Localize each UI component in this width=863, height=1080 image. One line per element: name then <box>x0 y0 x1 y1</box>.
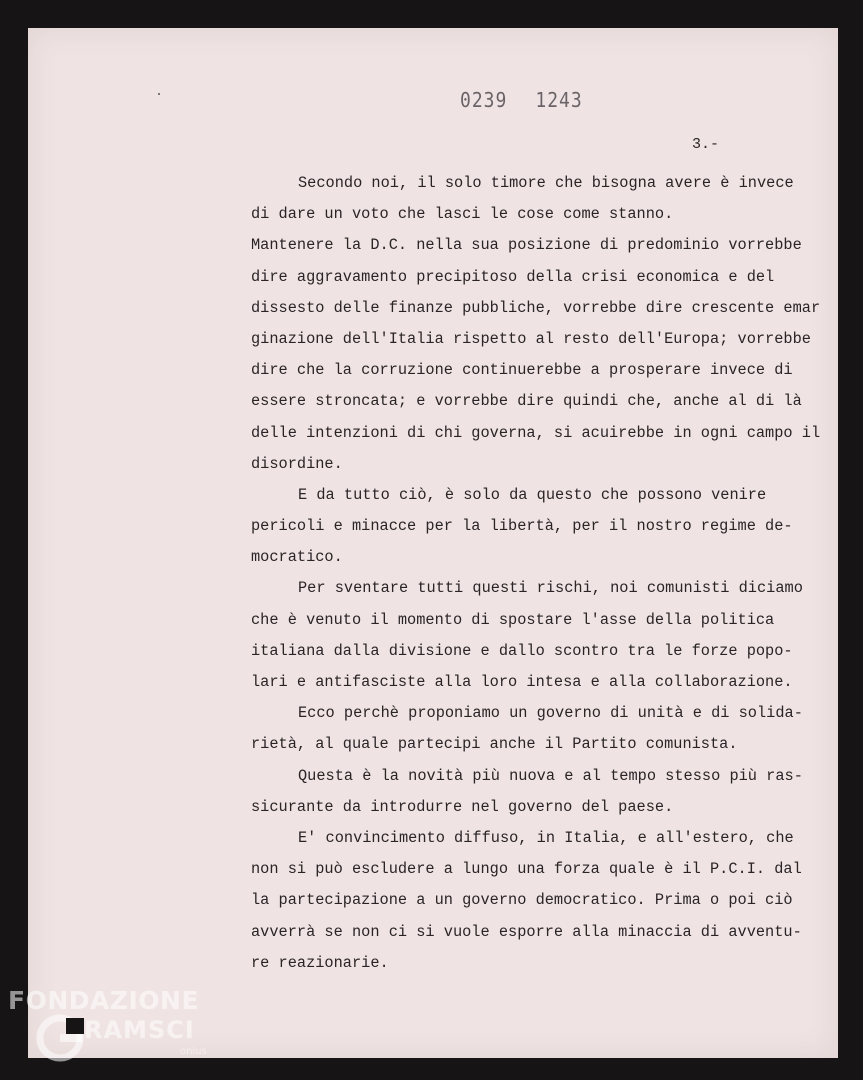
archive-code-part: 1243 <box>535 88 583 113</box>
text-line: la partecipazione a un governo democratico. Prima o poi ciò <box>251 891 793 910</box>
text-line: re reazionarie. <box>251 953 389 972</box>
archive-stamp-number <box>460 88 611 112</box>
text-line: delle intenzioni di chi governa, si acuirebbe in ogni campo il <box>251 423 821 442</box>
text-line: ginazione dell'Italia rispetto al resto dell'Europa; vorrebbe <box>251 329 811 348</box>
text-line: di dare un voto che lasci le cose come stanno. <box>251 205 674 224</box>
watermark-subtitle: RAMSCI <box>84 1016 195 1044</box>
text-line: Ecco perchè proponiamo un governo di unità e di solida- <box>298 704 803 723</box>
text-line: E da tutto ciò, è solo da questo che possono venire <box>298 485 767 504</box>
document-body-text <box>251 168 841 979</box>
text-line: dire che la corruzione continuerebbe a prosperare invece di <box>251 361 793 380</box>
text-line: che è venuto il momento di spostare l'asse della politica <box>251 610 775 629</box>
text-line: Per sventare tutti questi rischi, noi comunisti diciamo <box>298 579 803 598</box>
text-line: dissesto delle finanze pubbliche, vorrebbe dire crescente emar <box>251 298 821 317</box>
archive-code-part: 0239 <box>460 88 508 113</box>
text-line: non si può escludere a lungo una forza quale è il P.C.I. dal <box>251 860 802 879</box>
text-line: italiana dalla divisione e dallo scontro tra le forze popo- <box>251 641 793 660</box>
text-line: mocratico. <box>251 548 343 567</box>
text-line: disordine. <box>251 454 343 473</box>
text-line: essere stroncata; e vorrebbe dire quindi che, anche al di là <box>251 392 802 411</box>
text-line: pericoli e minacce per la libertà, per il nostro regime de- <box>251 517 793 536</box>
text-line: lari e antifasciste alla loro intesa e alla collaborazione. <box>251 673 793 691</box>
text-line: dire aggravamento precipitoso della crisi economica e del <box>251 267 775 286</box>
text-line: rietà, al quale partecipi anche il Partito comunista. <box>251 735 738 754</box>
watermark-title: FONDAZIONE <box>8 986 200 1015</box>
text-line: avverrà se non ci si vuole esporre alla minaccia di avventu- <box>251 922 802 941</box>
fondazione-gramsci-watermark <box>4 986 224 1076</box>
text-line: E' convincimento diffuso, in Italia, e all'estero, che <box>298 828 794 847</box>
text-line: Mantenere la D.C. nella sua posizione di predominio vorrebbe <box>251 236 802 255</box>
ink-speck <box>158 93 160 95</box>
page-number: 3.- <box>692 136 720 153</box>
watermark-onlus: onlus <box>180 1046 207 1057</box>
gramsci-g-logo-icon <box>36 1014 84 1062</box>
text-line: Questa è la novità più nuova e al tempo stesso più ras- <box>298 766 803 785</box>
text-line: Secondo noi, il solo timore che bisogna avere è invece <box>298 174 794 192</box>
text-line: sicurante da introdurre nel governo del paese. <box>251 797 674 816</box>
